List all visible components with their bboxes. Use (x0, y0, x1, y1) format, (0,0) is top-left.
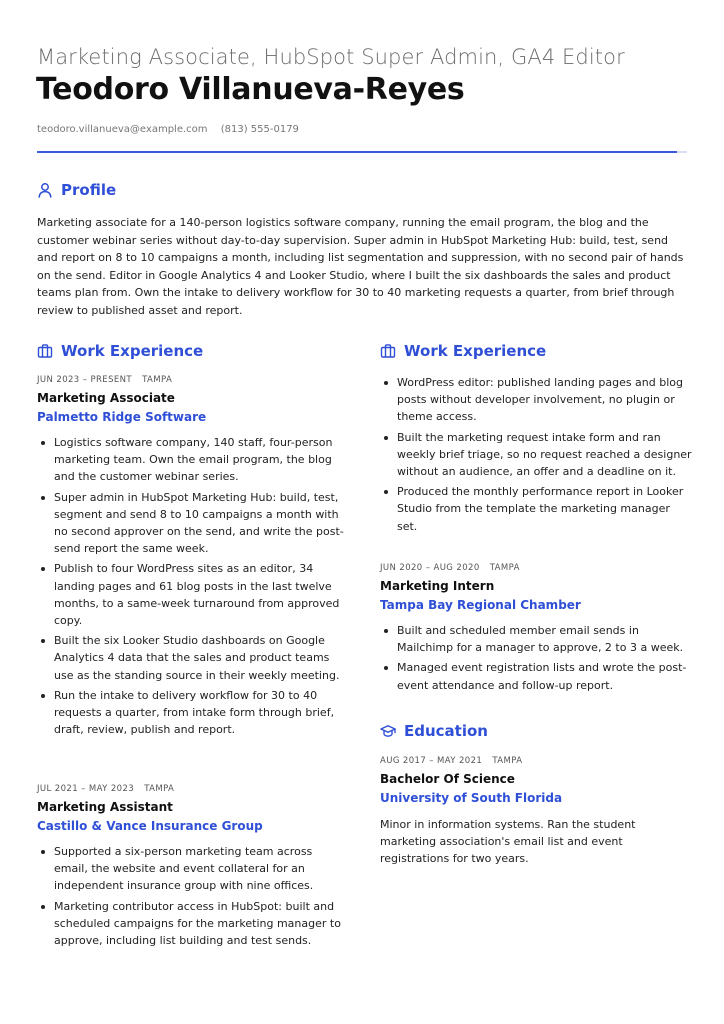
education-dates: AUG 2017 – MAY 2021 (380, 756, 483, 766)
job-bullets (37, 434, 349, 738)
job-bullets (37, 843, 349, 949)
bullet-item: Produced the monthly performance report in Looker Studio from the template the marketing manager set. (380, 483, 692, 535)
education-entry (380, 756, 692, 868)
job-meta (380, 563, 692, 573)
email-link[interactable]: teodoro.villanueva@example.com (37, 124, 208, 135)
briefcase-icon (380, 343, 396, 359)
bullet-item: Logistics software company, 140 staff, four-person marketing team. Own the email program, the blog and the customer webinar series. (37, 434, 349, 486)
job-bullets (380, 374, 692, 535)
employer-name: Tampa Bay Regional Chamber (380, 598, 581, 612)
work-heading-label: Work Experience (61, 342, 204, 360)
header-divider (37, 151, 687, 153)
bullet-item: Super admin in HubSpot Marketing Hub: build, test, segment and send 8 to 10 campaigns a month with no second approver on the send, and write the post-send report the same week. (37, 489, 349, 558)
graduation-cap-icon (380, 723, 396, 739)
employer-name: Palmetto Ridge Software (37, 410, 207, 424)
job-dates: JUN 2020 – AUG 2020 (380, 563, 480, 573)
job-entry (37, 784, 349, 952)
education-meta (380, 756, 692, 766)
headline: Marketing Associate, HubSpot Super Admin, GA4 Editor (37, 45, 625, 69)
job-dates: JUN 2023 – PRESENT (37, 375, 132, 385)
bullet-item: Marketing contributor access in HubSpot: built and scheduled campaigns for the marketing manager to approve, including list building and test sends. (37, 898, 349, 950)
degree-name: Bachelor Of Science (380, 772, 515, 786)
bullet-item: Managed event registration lists and wrote the post-event attendance and follow-up report. (380, 659, 692, 693)
bullet-item: Built the six Looker Studio dashboards on Google Analytics 4 data that the sales and product teams use as the standing source in their weekly meeting. (37, 632, 349, 684)
briefcase-icon (37, 343, 53, 359)
job-meta (37, 784, 349, 794)
job-title: Marketing Intern (380, 579, 495, 593)
job-meta (37, 375, 349, 385)
job-title: Marketing Associate (37, 391, 175, 405)
job-bullets (380, 622, 692, 694)
phone-number: (813) 555-0179 (220, 124, 299, 135)
work-heading-label: Work Experience (404, 342, 547, 360)
school-name: University of South Florida (380, 791, 563, 805)
bullet-item: Built the marketing request intake form and ran weekly brief triage, so no request reached a designer without an audience, an offer and a deadline on it. (380, 429, 692, 481)
candidate-name: Teodoro Villanueva-Reyes (36, 72, 465, 107)
user-icon (37, 182, 53, 198)
bullet-item: Built and scheduled member email sends in Mailchimp for a manager to approve, 2 to 3 a week. (380, 622, 692, 656)
job-location: TAMPA (142, 375, 173, 385)
education-heading (380, 722, 488, 740)
continued-bullets (380, 364, 692, 538)
education-notes: Minor in information systems. Ran the student marketing association's email list and event registrations for two years. (380, 818, 636, 866)
education-heading-label: Education (404, 722, 488, 740)
job-entry (380, 563, 692, 697)
profile-heading (37, 181, 116, 199)
bullet-item: Supported a six-person marketing team across email, the website and event collateral for an independent insurance group with nine offices. (37, 843, 349, 895)
employer-name: Castillo & Vance Insurance Group (37, 819, 263, 833)
contact-line (37, 124, 299, 135)
job-title: Marketing Assistant (37, 800, 173, 814)
profile-heading-label: Profile (61, 181, 117, 199)
bullet-item: Publish to four WordPress sites as an editor, 34 landing pages and 61 blog posts in the last twelve months, to a same-week turnaround from approved copy. (37, 560, 349, 629)
bullet-item: Run the intake to delivery workflow for 30 to 40 requests a quarter, from intake form through brief, draft, review, publish and report. (37, 687, 349, 739)
job-dates: JUL 2021 – MAY 2023 (37, 784, 135, 794)
work-heading-right (380, 342, 546, 360)
job-location: TAMPA (489, 563, 520, 573)
education-location: TAMPA (492, 756, 523, 766)
bullet-item: WordPress editor: published landing pages and blog posts without developer involvement, no plugin or theme access. (380, 374, 692, 426)
job-location: TAMPA (144, 784, 175, 794)
work-heading-left (37, 342, 203, 360)
profile-summary: Marketing associate for a 140-person logistics software company, running the email program, the blog and the customer webinar series without day-to-day supervision. Super admin in HubSpot Marketing Hub: build, test, send and report on 8 to 10 campaigns a month, including list segmentation and suppression, with no second pair of hands on the send. Editor in Google Analytics 4 and Looker Studio, where I built the six dashboards the sales and product teams plan from. Own the intake to delivery workflow for 30 to 40 marketing requests a quarter, from brief through review to published asset and report. (37, 216, 684, 317)
job-entry (37, 375, 349, 741)
